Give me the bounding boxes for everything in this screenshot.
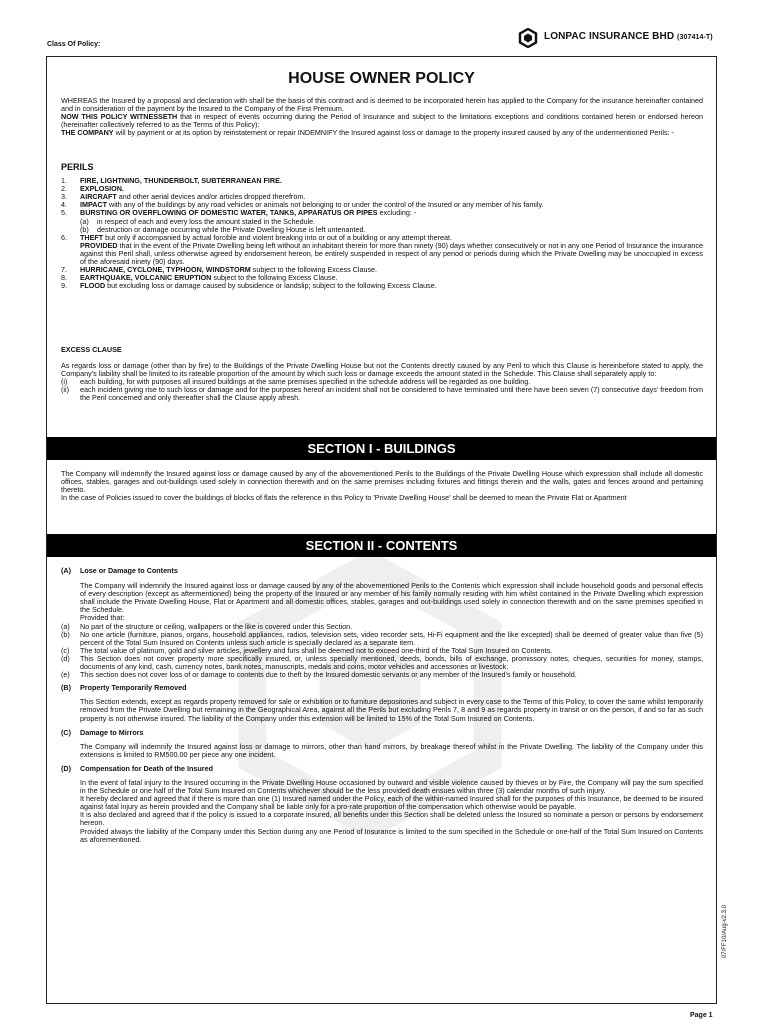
section-2-header: SECTION II - CONTENTS [47,534,716,557]
contents-provisos [61,623,703,680]
peril-5-exclusions [61,218,703,234]
policy-title: HOUSE OWNER POLICY [288,70,475,87]
list-item: 7. HURRICANE, CYCLONE, TYPHOON, WINDSTORM subject to the following Excess Clause. [61,265,378,275]
page-number: Page 1 [690,1012,713,1019]
section-1-header: SECTION I - BUILDINGS [47,437,716,460]
excess-list [61,378,703,402]
excess-clause [61,346,703,403]
excess-heading: EXCESS CLAUSE [61,345,122,354]
list-item: (b) No one article (furniture, pianos, organs, household appliances, radios, television sets, video recorder sets, Hi-Fi equipment and the like excepted) shall be deemed of greater value than five (5) percent of the Total Sum Insured on Contents unless such article is specially declared as a separate item. [61,629,703,647]
list-item: (a) No part of the structure or ceiling, wallpapers or the like is covered under this Section. [61,621,353,631]
excess-text: As regards loss or damage (other than by fire) to the Buildings of the Private Dwelling House but not the Contents directly caused by any Peril to which this Clause is hereinbefore stated to apply, the Company's liability shall be limited to its rateable proportion of the amount by which such loss or damage exceeds the amount stated in the Schedule. This Clause shall separately apply to: [61,361,703,379]
section-2-body [61,567,703,844]
form-code: 07/FF10/Aug-v2.3.0 [722,905,728,959]
company-header [518,28,713,48]
list-item: (ii) each incident giving rise to such loss or damage and for the purposes hereof an incident shall not be considered to have terminated until there have been seven (7) consecutive days' freedom from the Peril concerned and only thereafter shall the Clause apply afresh. [61,385,703,403]
list-item: 8. EARTHQUAKE, VOLCANIC ERUPTION subject to the following Excess Clause. [61,273,338,283]
subsection-a-heading: (A) Lose or Damage to Contents [61,566,178,575]
subsection-d-paragraph: It is also declared and agreed that if the policy is issued to a corporate insured, all benefits under this Section shall be deleted unless the Insured so nominate a person or persons by endorsement hereon. [80,810,703,828]
list-item: (d) This Section does not cover property more specifically insured, or, unless specially mentioned, deeds, bonds, bills of exchange, promissory notes, cheques, securities for money, stamps, documents of any kind, cash, currency notes, bank notes, manuscripts, medals and coins, motor vehicles and accessories or livestock. [61,653,703,672]
list-item: 2. EXPLOSION. [61,184,124,194]
list-item: (i) each building, for with purposes all insured buildings at the same premises specified in the schedule address will be regarded as one building. [61,377,531,387]
perils-heading: PERILS [61,162,94,172]
list-item: (b) destruction or damage occurring while the Private Dwelling House is left untenanted. [80,224,366,234]
class-of-policy-label: Class Of Policy: [47,41,101,48]
company-name: LONPAC INSURANCE BHD (307414-T) [544,31,713,43]
provided-that: Provided that: [80,613,125,623]
subsection-b-paragraph: This Section extends, except as regards property removed for sale or exhibition or to furniture depositories and subject in every case to the Terms of this Policy, to cover the same whilst temporarily removed from the Private Dwelling but remaining in the Geographical Area, against all the Perils but excluding Perils 7, 8 and 9 as regards property in transit or on the person, if and so far as such property is not otherwise insured. The liability of the Company under this extension will be limited to 15% of the Total Sum Insured on Contents. [80,697,703,723]
perils-list [61,177,703,217]
theft-proviso: PROVIDED that in the event of the Private Dwelling being left without an inhabitant therein for more than ninety (90) days whether consecutively or not in any one Period of Insurance the insurance against this Peril shall, unless otherwise agreed by endorsement hereon, be entirely suspended in respect of any period or periods during which the Private Dwelling may be unoccupied in excess of the aforesaid ninety (90) days. [80,240,703,267]
indemnify-paragraph: THE COMPANY will by payment or at its option by reinstatement or repair INDEMNIFY the Insured against loss or damage to the property insured caused by any of the undermentioned Perils: - [61,128,674,138]
lonpac-logo-icon [518,28,538,48]
subsection-c-heading: (C) Damage to Mirrors [61,727,144,737]
intro-block [61,97,703,137]
witnesseth-paragraph: NOW THIS POLICY WITNESSETH that in respect of events occurring during the Period of Insurance and subject to the limitations exceptions and conditions contained herein or endorsed hereon (hereinafter collectively referred to as the Terms of this Policy): [61,112,703,130]
subsection-b-heading: (B) Property Temporarily Removed [61,683,187,693]
subsection-d-heading: (D) Compensation for Death of the Insured [61,763,213,773]
whereas-paragraph: WHEREAS the Insured by a proposal and declaration with shall be the basis of this contract and is deemed to be incorporated herein has applied to the Company for the insurance hereinafter contained and in consideration of the payment by the Insured to the Company of the First Premium. [61,96,703,114]
section-1-paragraph: The Company will indemnify the Insured against loss or damage caused by any of the abovementioned Perils to the Buildings of the Private Dwelling House which expression shall include all domestic offices, stables, garages and out-buildings used solely in connection therewith and on the same premises including fixtures and fittings therein and the walls, gates and fences around and pertaining thereto. [61,469,703,495]
perils-list-rest [61,266,703,290]
subsection-d-paragraph: In the event of fatal injury to the Insured occurring in the Private Dwelling House occasioned by outward and visible violence caused by thieves or by Fire, the Company will pay the sum specified in the Schedule or one half of the Total Sum Insured on Contents whichever should be the less provided death ensues within three (3) calendar months of such injury. [80,777,703,796]
subsection-d-paragraph: It hereby declared and agreed that if there is more than one (1) Insured named under the Policy, each of the within-named Insured shall for the purposes of this Insurance, be deemed to be insured against fatal injury as herein provided and the Company shall be liable only for a pro-rate proportion of the compensation which otherwise would be payable. [80,794,703,812]
list-item: (a) in respect of each and every loss the amount stated in the Schedule. [80,216,316,226]
list-item: (e) This section does not cover loss of or damage to contents due to theft by the Insured domestic servants or any member of the Insured's family or household. [61,670,577,680]
list-item: 4. IMPACT with any of the buildings by any road vehicles or animals not belonging to or under the control of the Insured or any member of his family. [61,200,544,210]
list-item: 9. FLOOD but excluding loss or damage caused by subsidence or landslip; subject to the following Excess Clause. [61,281,437,291]
list-item: 5. BURSTING OR OVERFLOWING OF DOMESTIC WATER, TANKS, APPARATUS OR PIPES excluding: - [61,208,417,218]
list-item: 3. AIRCRAFT and other aerial devices and/or articles dropped therefrom. [61,192,306,202]
subsection-d-paragraph: Provided always the liability of the Company under this Section during any one Period of Insurance is limited to the sum specified in the Schedule or one-half of the Total Sum Insured on Contents as aforementioned. [80,826,703,844]
section-1-flats-paragraph: In the case of Policies issued to cover the buildings of blocks of flats the reference in this Policy to 'Private Dwelling House' shall be deemed to mean the Private Flat or Apartment [61,493,627,503]
subsection-c-paragraph: The Company will indemnify the Insured against loss or damage to mirrors, other than hand mirrors, by breakage thereof whilst in the Private Dwelling. The liability of the Company under this extensions is limited to RM500.00 per piece any one incident. [80,741,703,759]
peril-item: 6. THEFT but only if accompanied by actual forcible and violent breaking into or out of a building or any attempt thereat. [61,232,452,242]
perils-block [61,163,703,290]
list-item: (c) The total value of platinum, gold and silver articles, jewellery and furs shall be deemed not to exceed one-third of the Total Sum Insured on Contents. [61,645,553,655]
section-1-body [61,470,703,502]
subsection-a-paragraph: The Company will indemnify the Insured against loss or damage caused by any of the abovementioned Perils to the Contents which expression shall include household goods and personal effects of every description (except as aftermentioned) being the property of the Insured or any member of his family normally residing with him whilst contained in the Private Dwelling which expression shall include the Private Dwelling House, Flat or Apartment and all domestic offices, stables, garages and out-buildings used solely in connection therewith and on the same premises specified in the Schedule. [80,581,703,615]
list-item: 1. FIRE, LIGHTNING, THUNDERBOLT, SUBTERRANEAN FIRE. [61,176,282,186]
